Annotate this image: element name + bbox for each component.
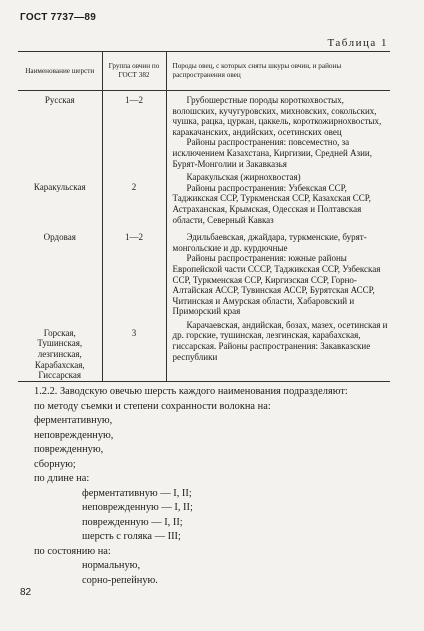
list-item: нормальную,: [82, 560, 141, 571]
page-number: 82: [20, 587, 32, 598]
breeds-text: Каракульская (жирнохвостая): [186, 172, 301, 183]
table-row: [18, 320, 390, 381]
list-item: по длине на:: [34, 473, 90, 484]
regions-text: Районы распространения: повсеместно, за исключением Казахстана, Киргизии, Средней Азии, Бурят-Монголии и Закавказья: [172, 137, 372, 169]
document-code: ГОСТ 7737—89: [20, 12, 97, 23]
table-label: Таблица 1: [327, 37, 388, 49]
list-item: по методу съемки и степени сохранности волокна на:: [34, 400, 271, 412]
table-row: [18, 91, 390, 173]
clause-text: [20, 385, 400, 588]
list-item: неповрежденную — I, II;: [82, 502, 193, 513]
list-item: ферментативную — I, II;: [82, 487, 192, 499]
breed-cell: Горская, Тушинская, лезгинская, Карабахская, Гиссарская: [34, 327, 85, 381]
breeds-description-cell: [167, 320, 391, 362]
table-row: [18, 172, 390, 228]
list-item: неповрежденную,: [34, 429, 114, 441]
breeds-text: Грубошерстные породы короткохвостых, волошских, кучугуровских, михновских, сокольских, чушка, рацка, цуркан, цаккель, короткожирнохвостых, каракачанских, андийских, осетинских овец: [172, 95, 382, 137]
group-cell: 1—2: [125, 95, 143, 105]
table-row: [18, 228, 390, 320]
list-item: сборную;: [34, 458, 76, 470]
column-header-wool-name: Наименование шерсти: [18, 52, 102, 91]
breeds-description-cell: [167, 232, 391, 317]
table-header-row: [18, 52, 390, 91]
regions-text: Районы распространения: южные районы Европейской части СССР, Таджикская ССР, Узбекская ССР, Туркменская ССР, Киргизская ССР, Горно-Алтайская АССР, Тувинская АССР, Бурятская АССР, Читинская и Амурская области, Хабаровский и Приморский края: [172, 253, 381, 317]
column-header-group: Группа овчин по ГОСТ 382: [102, 52, 166, 91]
list-item: поврежденную — I, II;: [82, 516, 183, 528]
breed-cell: Ордовая: [43, 232, 76, 243]
list-item: шерсть с голяка — III;: [82, 531, 181, 542]
group-cell: 3: [131, 327, 137, 338]
list-item: ферментативную,: [34, 415, 113, 426]
breeds-text: Карачаевская, андийская, бозах, мазех, осетинская и др. горские, тушинская, лезгинская, карабахская, гиссарская. Районы распространения: Закавказские республики: [172, 319, 388, 362]
breed-cell: Русская: [44, 95, 75, 105]
wool-types-table: [18, 51, 390, 382]
list-item: по состоянию на:: [34, 545, 111, 557]
breeds-description-cell: [167, 172, 391, 225]
breeds-text: Эдильбаевская, джайдара, туркменские, бурят-монгольские и др. курдючные: [172, 232, 367, 253]
column-header-breeds: Породы овец, с которых сняты шкуры овчин, и районы распространения овец: [166, 52, 390, 91]
group-cell: 1—2: [125, 232, 143, 243]
group-cell: 2: [131, 182, 137, 193]
list-item: поврежденную,: [34, 444, 104, 455]
list-item: сорно-репейную.: [82, 574, 158, 586]
clause-paragraph: 1.2.2. Заводскую овечью шерсть каждого наименования подразделяют:: [34, 386, 348, 397]
breeds-description-cell: [167, 95, 391, 169]
regions-text: Районы распространения: Узбекская ССР, Таджикская ССР, Туркменская ССР, Казахская ССР, Астраханская, Крымская, Одесская и Полтавская области, Северный Кавказ: [172, 182, 371, 225]
breed-cell: Каракульская: [33, 182, 86, 193]
